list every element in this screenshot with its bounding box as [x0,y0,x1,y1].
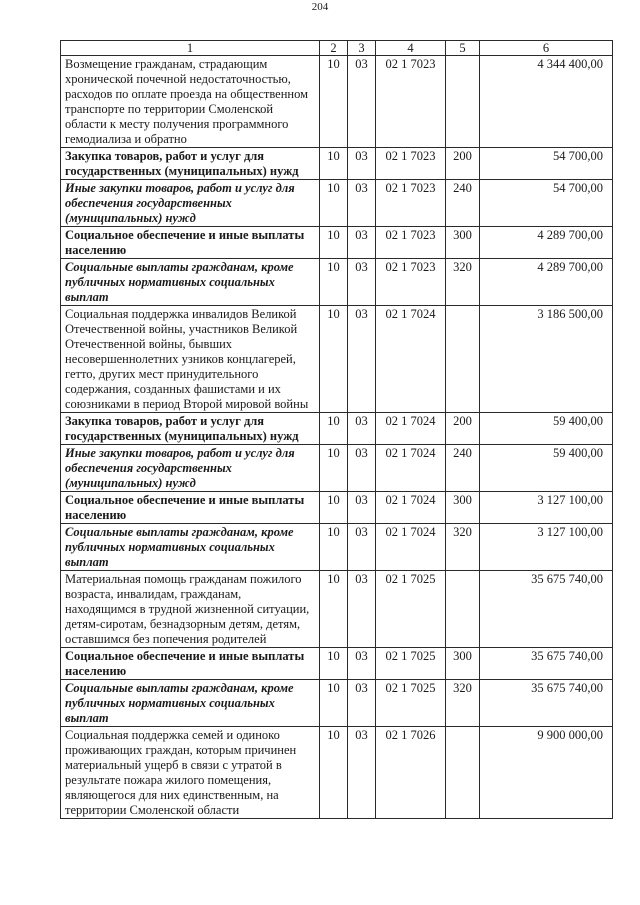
row-name: Социальные выплаты гражданам, кроме публичных нормативных социальных выплат [61,259,320,306]
row-section: 10 [320,524,348,571]
table-row [61,56,613,148]
row-section: 10 [320,648,348,680]
table-row [61,227,613,259]
table-row [61,571,613,648]
row-target: 02 1 7023 [376,259,446,306]
row-section: 10 [320,492,348,524]
row-name: Социальное обеспечение и иные выплаты населению [61,648,320,680]
row-subsection: 03 [348,148,376,180]
row-type: 200 [446,413,480,445]
row-target: 02 1 7025 [376,680,446,727]
row-section: 10 [320,148,348,180]
header-col-target: 4 [376,41,446,56]
header-col-subsection: 3 [348,41,376,56]
row-name: Закупка товаров, работ и услуг для государственных (муниципальных) нужд [61,148,320,180]
row-type [446,727,480,819]
table-row [61,524,613,571]
row-name: Социальное обеспечение и иные выплаты населению [61,492,320,524]
row-target: 02 1 7023 [376,148,446,180]
row-name: Возмещение гражданам, страдающим хронической почечной недостаточностью, расходов по оплате проезда на общественном транспорте по территории Смоленской области к месту получения программного гемодиализа и обратно [61,56,320,148]
row-section: 10 [320,445,348,492]
row-target: 02 1 7024 [376,492,446,524]
row-subsection: 03 [348,259,376,306]
header-col-type: 5 [446,41,480,56]
row-target: 02 1 7026 [376,727,446,819]
row-name: Социальная поддержка инвалидов Великой Отечественной войны, участников Великой Отечественной войны, бывших несовершеннолетних узников концлагерей, гетто, других мест принудительного содержания, созданных фашистами и их союзниками в период Второй мировой войны [61,306,320,413]
row-target: 02 1 7023 [376,56,446,148]
row-amount: 35 675 740,00 [480,648,613,680]
table-row [61,413,613,445]
row-name: Социальная поддержка семей и одиноко проживающих граждан, которым причинен материальный ущерб в связи с утратой в результате пожара жилого помещения, являющегося для них единственным, на территории Смоленской области [61,727,320,819]
table-row [61,180,613,227]
row-target: 02 1 7025 [376,571,446,648]
table-row [61,648,613,680]
header-row [61,41,613,56]
row-section: 10 [320,180,348,227]
row-type: 300 [446,492,480,524]
row-amount: 35 675 740,00 [480,571,613,648]
table-row [61,680,613,727]
row-type: 320 [446,524,480,571]
row-section: 10 [320,56,348,148]
row-target: 02 1 7024 [376,445,446,492]
row-amount: 9 900 000,00 [480,727,613,819]
row-target: 02 1 7023 [376,180,446,227]
budget-table [60,40,613,819]
row-subsection: 03 [348,227,376,259]
row-section: 10 [320,413,348,445]
row-amount: 59 400,00 [480,445,613,492]
row-subsection: 03 [348,680,376,727]
row-name: Иные закупки товаров, работ и услуг для обеспечения государственных (муниципальных) нужд [61,180,320,227]
table-row [61,148,613,180]
row-amount: 4 344 400,00 [480,56,613,148]
table-row [61,259,613,306]
row-amount: 4 289 700,00 [480,227,613,259]
row-amount: 4 289 700,00 [480,259,613,306]
row-amount: 3 127 100,00 [480,492,613,524]
row-subsection: 03 [348,727,376,819]
row-type [446,571,480,648]
table-row [61,306,613,413]
row-subsection: 03 [348,492,376,524]
row-type: 200 [446,148,480,180]
header-col-section: 2 [320,41,348,56]
row-target: 02 1 7023 [376,227,446,259]
row-amount: 3 186 500,00 [480,306,613,413]
row-type: 320 [446,259,480,306]
row-type: 320 [446,680,480,727]
header-col-amount: 6 [480,41,613,56]
row-subsection: 03 [348,306,376,413]
page-number: 204 [311,1,329,13]
row-amount: 59 400,00 [480,413,613,445]
table-row [61,727,613,819]
row-type: 240 [446,180,480,227]
row-subsection: 03 [348,180,376,227]
row-subsection: 03 [348,648,376,680]
row-section: 10 [320,227,348,259]
row-name: Иные закупки товаров, работ и услуг для обеспечения государственных (муниципальных) нужд [61,445,320,492]
row-type: 300 [446,648,480,680]
row-target: 02 1 7024 [376,413,446,445]
row-type: 300 [446,227,480,259]
row-section: 10 [320,727,348,819]
row-section: 10 [320,259,348,306]
row-amount: 35 675 740,00 [480,680,613,727]
row-section: 10 [320,680,348,727]
row-name: Социальные выплаты гражданам, кроме публичных нормативных социальных выплат [61,524,320,571]
row-target: 02 1 7025 [376,648,446,680]
row-amount: 54 700,00 [480,148,613,180]
row-subsection: 03 [348,413,376,445]
row-subsection: 03 [348,524,376,571]
row-type [446,56,480,148]
table-row [61,445,613,492]
row-name: Социальные выплаты гражданам, кроме публичных нормативных социальных выплат [61,680,320,727]
row-name: Социальное обеспечение и иные выплаты населению [61,227,320,259]
table-row [61,492,613,524]
row-type [446,306,480,413]
row-target: 02 1 7024 [376,524,446,571]
row-amount: 54 700,00 [480,180,613,227]
row-amount: 3 127 100,00 [480,524,613,571]
row-section: 10 [320,571,348,648]
row-subsection: 03 [348,445,376,492]
row-subsection: 03 [348,56,376,148]
header-col-name: 1 [61,41,320,56]
row-section: 10 [320,306,348,413]
row-name: Закупка товаров, работ и услуг для государственных (муниципальных) нужд [61,413,320,445]
row-type: 240 [446,445,480,492]
row-subsection: 03 [348,571,376,648]
row-target: 02 1 7024 [376,306,446,413]
row-name: Материальная помощь гражданам пожилого возраста, инвалидам, гражданам, находящимся в трудной жизненной ситуации, детям-сиротам, безнадзорным детям, детям, оставшимся без попечения родителей [61,571,320,648]
